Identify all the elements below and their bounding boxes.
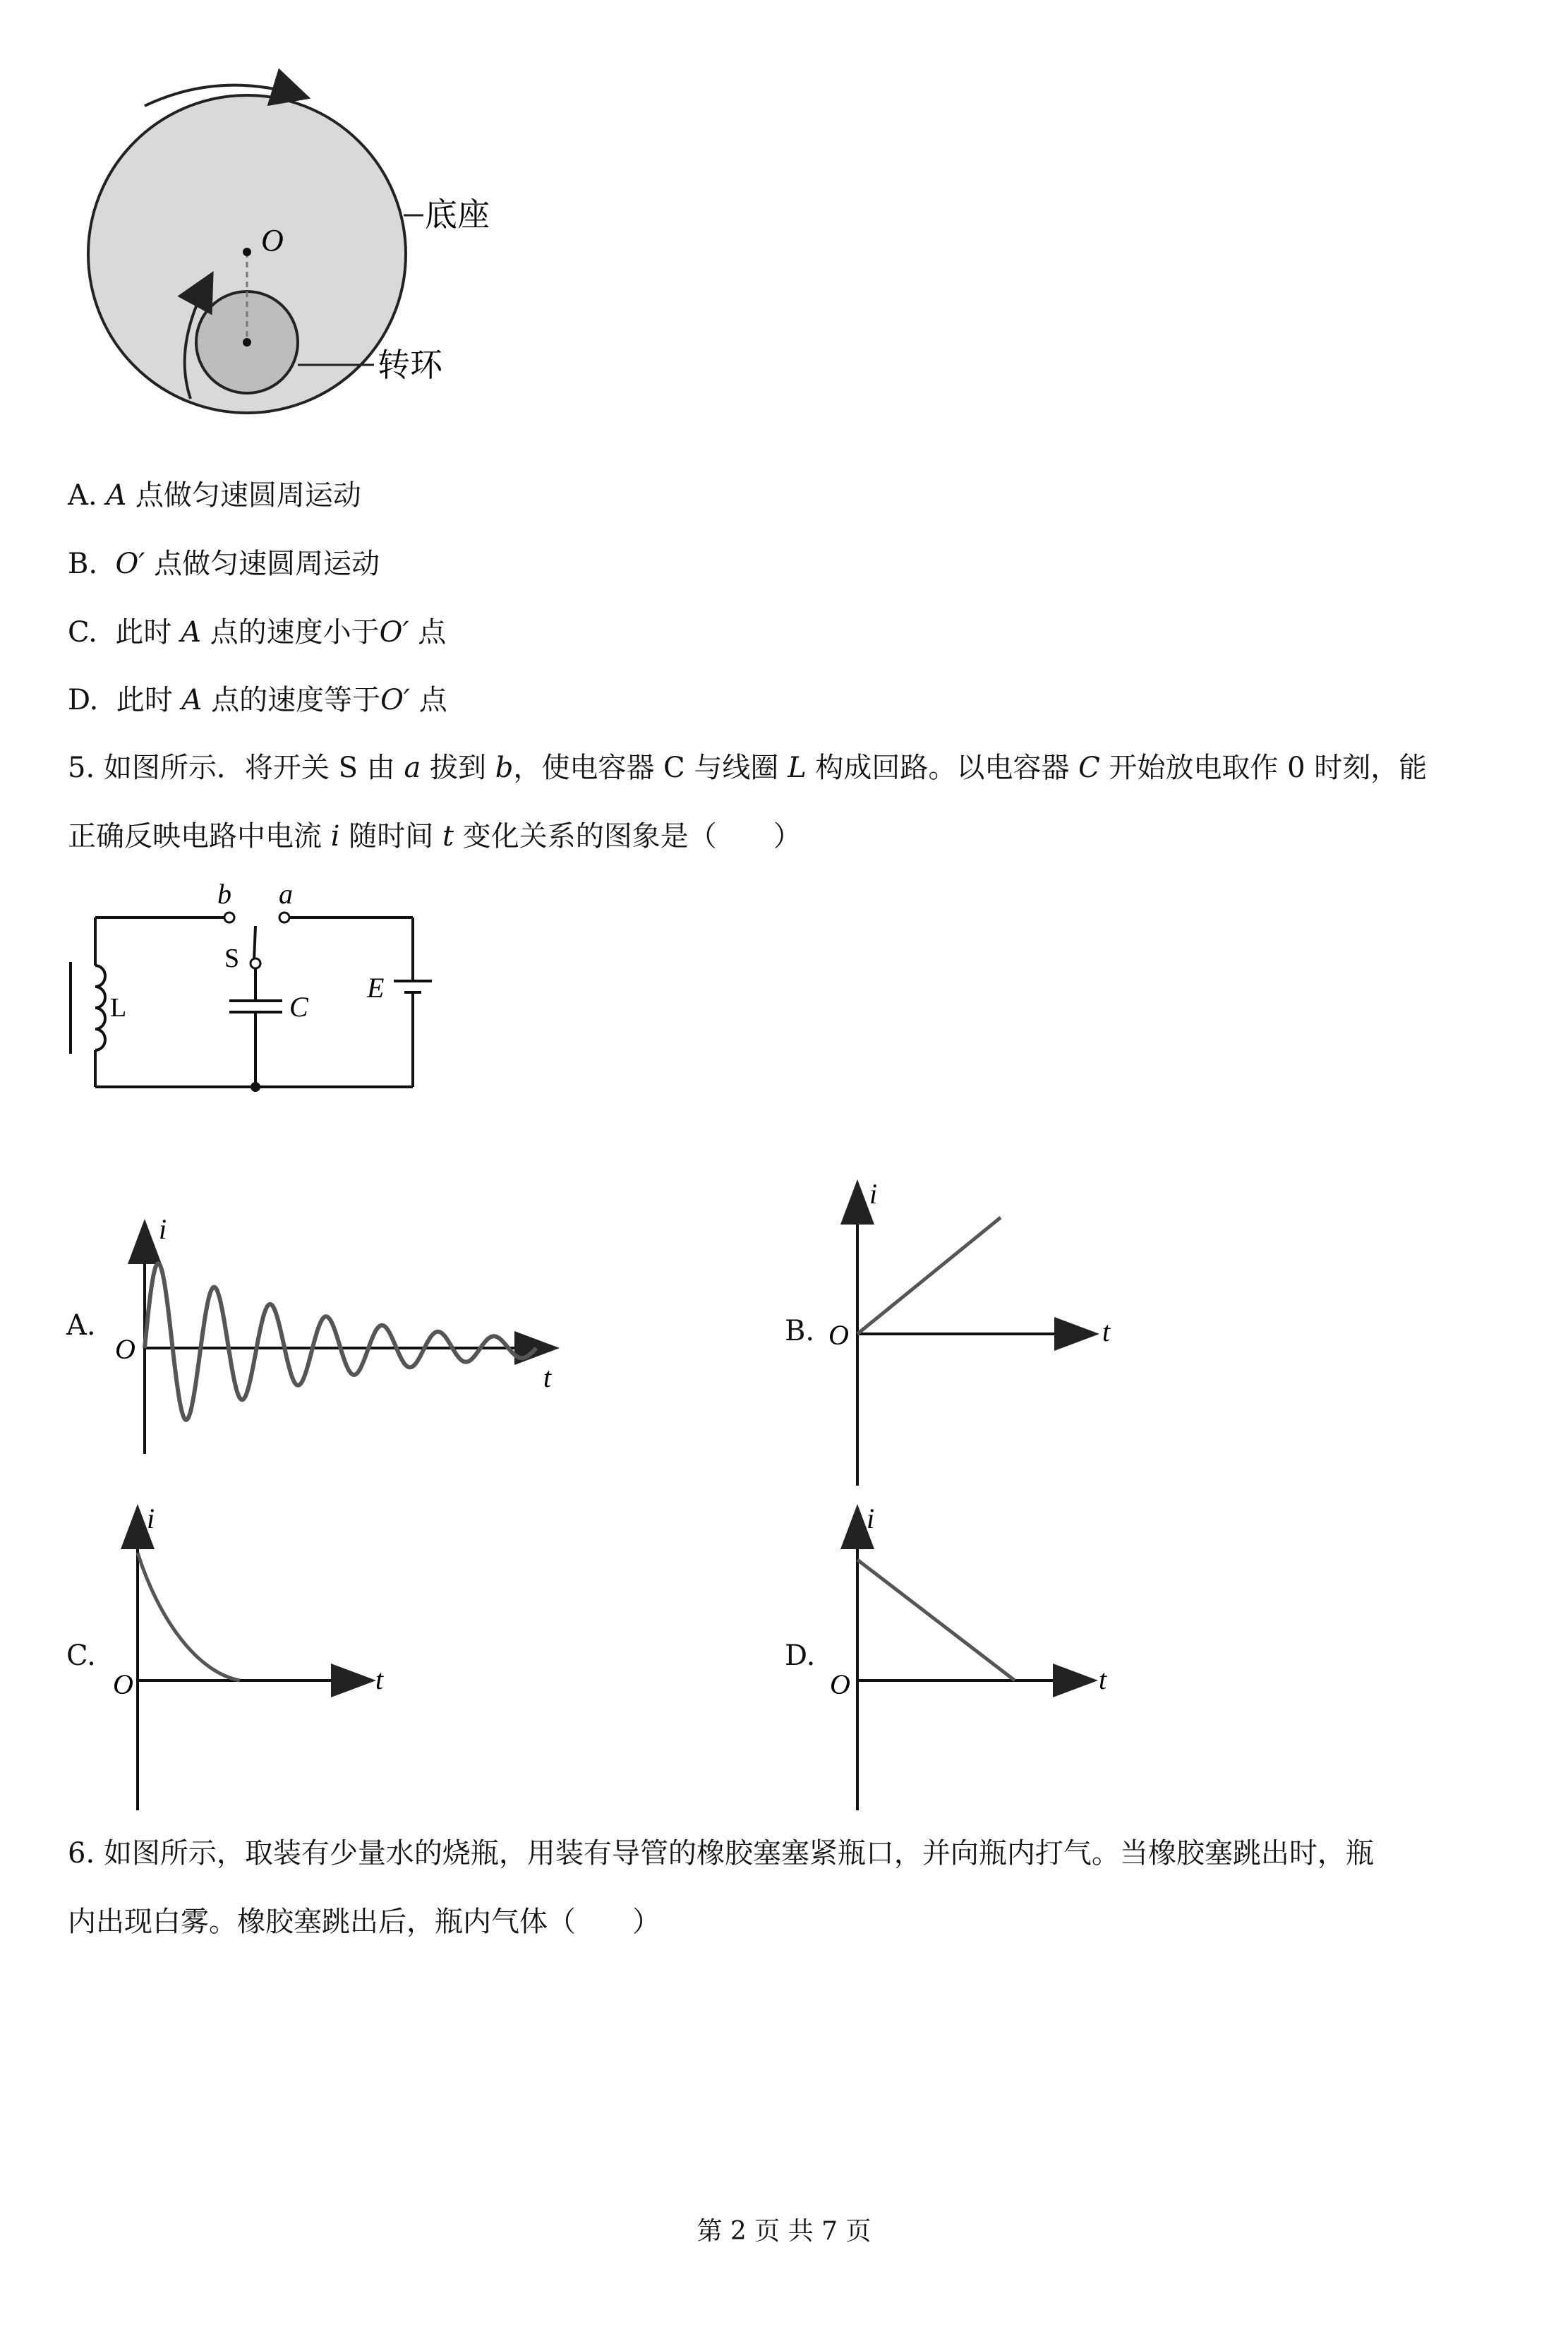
graph-b-origin: O <box>828 1319 849 1351</box>
graph-b-option: B. <box>785 1315 815 1347</box>
label-b: b <box>217 878 231 910</box>
q5-stem-line2: 正确反映电路中电流 i 随时间 t 变化关系的图象是（ ） <box>68 820 802 853</box>
center-label: O <box>261 223 284 258</box>
label-E: E <box>367 972 385 1004</box>
label-a: a <box>279 878 293 910</box>
graph-c <box>99 1500 409 1817</box>
graph-a-option: A. <box>66 1309 96 1342</box>
junction-dot <box>251 1082 260 1092</box>
q4-option-c: C. 此时 A 点的速度小于O′ 点 <box>68 616 447 649</box>
ring-center-dot <box>243 338 251 347</box>
graph-c-xlabel: t <box>375 1664 384 1695</box>
graph-c-ylabel: i <box>147 1503 155 1534</box>
graph-d-ylabel: i <box>867 1503 875 1534</box>
graph-a-curve <box>145 1263 536 1420</box>
graph-b <box>826 1175 1136 1493</box>
page-footer: 第 2 页 共 7 页 <box>696 2217 872 2246</box>
graph-d-xlabel: t <box>1099 1664 1107 1695</box>
graph-b-ylabel: i <box>869 1178 878 1210</box>
label-C: C <box>289 991 308 1023</box>
graph-b-line <box>857 1217 1001 1334</box>
graph-c-option: C. <box>66 1640 96 1672</box>
contact-a <box>279 913 289 922</box>
switch-blade <box>254 926 255 960</box>
q6-stem-line1: 6. 如图所示，取装有少量水的烧瓶，用装有导管的橡胶塞塞紧瓶口，并向瓶内打气。当橡胶塞跳出时，瓶 <box>68 1837 1374 1870</box>
graph-d <box>826 1500 1136 1817</box>
switch-pivot <box>251 958 260 968</box>
q6-stem-line2: 内出现白雾。橡胶塞跳出后，瓶内气体（ ） <box>68 1906 661 1938</box>
graph-a-origin: O <box>115 1333 135 1365</box>
turntable-figure <box>56 67 536 434</box>
lc-circuit-figure <box>56 875 466 1108</box>
graph-c-curve <box>138 1553 240 1680</box>
label-L: L <box>110 993 127 1023</box>
center-dot <box>243 248 251 256</box>
q4-option-a: A. A 点做匀速圆周运动 <box>68 479 361 512</box>
label-S: S <box>224 944 240 973</box>
graph-d-line <box>857 1560 1015 1680</box>
graph-d-option: D. <box>785 1640 816 1672</box>
graph-a-xlabel: t <box>543 1361 552 1393</box>
base-label: 底座 <box>425 197 490 233</box>
graph-b-xlabel: t <box>1102 1316 1111 1347</box>
graph-c-origin: O <box>113 1668 133 1700</box>
graph-a-ylabel: i <box>159 1213 167 1245</box>
ring-label: 转环 <box>378 347 442 383</box>
contact-b <box>224 913 234 922</box>
q4-option-d: D. 此时 A 点的速度等于O′ 点 <box>68 684 447 716</box>
q4-option-b: B. O′ 点做匀速圆周运动 <box>68 548 380 580</box>
graph-d-origin: O <box>830 1668 850 1700</box>
q5-stem-line1: 5. 如图所示．将开关 S 由 a 拔到 b，使电容器 C 与线圈 L 构成回路。以电容器 C 开始放电取作 0 时刻，能 <box>68 752 1428 784</box>
graph-a <box>102 1210 568 1464</box>
inductor-coil <box>95 966 105 1050</box>
